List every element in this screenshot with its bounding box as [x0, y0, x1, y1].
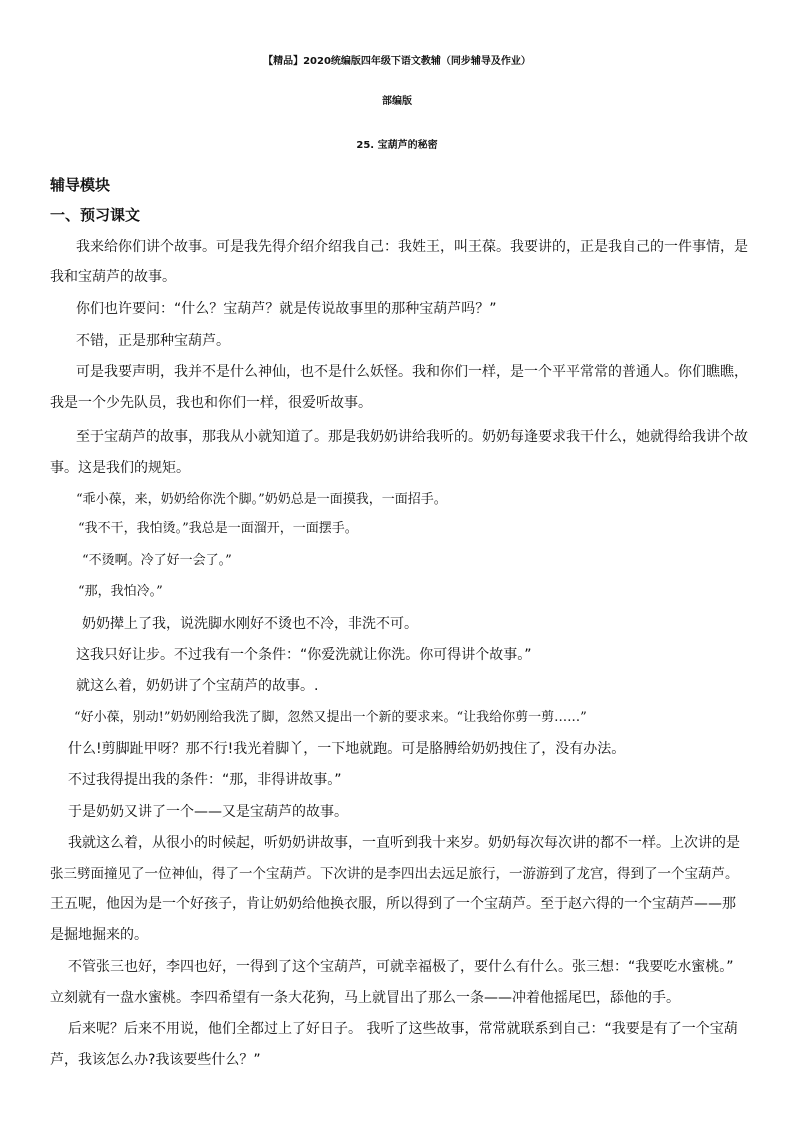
paragraph-line: “不烫啊。冷了好一会了。” [82, 553, 232, 568]
paragraph-line: “那，我怕冷。” [78, 584, 163, 599]
paragraph-line: 不错，正是那种宝葫芦。 [76, 333, 230, 349]
paragraph-line: 奶奶撵上了我，说洗脚水刚好不烫也不冷，非洗不可。 [82, 616, 418, 632]
paragraph-line: 事。这是我们的规矩。 [50, 460, 190, 476]
paragraph-line: 我就这么着，从很小的时候起，听奶奶讲故事，一直听到我十来岁。奶奶每次每次讲的都不一样。上次讲的是 [68, 835, 740, 851]
edition-label: 部编版 [382, 96, 412, 107]
paragraph-line: 芦，我该怎么办?我该要些什么？” [50, 1052, 261, 1068]
lesson-title: 25. 宝葫芦的秘密 [356, 140, 438, 151]
paragraph-line: 我来给你们讲个故事。可是我先得介绍介绍我自己：我姓王，叫王葆。我要讲的，正是我自己的一件事情，是 [76, 239, 748, 255]
paragraph-line: 我是一个少先队员，我也和你们一样，很爱听故事。 [50, 395, 372, 411]
section-heading: 辅导模块 [50, 176, 111, 194]
subsection-heading: 一、预习课文 [50, 206, 141, 224]
paragraph-line: 我和宝葫芦的故事。 [50, 269, 176, 285]
paragraph-line: 王五呢，他因为是一个好孩子，肯让奶奶给他换衣服，所以得到了一个宝葫芦。至于赵六得的一个宝葫芦——那 [50, 896, 736, 912]
paragraph-line: 立刻就有一盘水蜜桃。李四希望有一条大花狗，马上就冒出了那么一条——冲着他摇尾巴，舔他的手。 [50, 990, 680, 1006]
paragraph-line: 什么!剪脚趾甲呀？那不行!我光着脚丫，一下地就跑。可是胳膊给奶奶拽住了，没有办法。 [68, 741, 626, 757]
paragraph-line: 于是奶奶又讲了一个——又是宝葫芦的故事。 [68, 804, 348, 820]
paragraph-line: 不管张三也好，李四也好，一得到了这个宝葫芦，可就幸福极了，要什么有什么。张三想：“我要吃水蜜桃。” [68, 959, 734, 975]
paragraph-line: 你们也许要问：“什么？宝葫芦？就是传说故事里的那种宝葫芦吗？” [76, 301, 497, 317]
paragraph-line: 这我只好让步。不过我有一个条件：“你爱洗就让你洗。你可得讲个故事。” [76, 647, 532, 663]
paragraph-line: 是掘地掘来的。 [50, 927, 148, 943]
paragraph-line: “好小葆，别动!”奶奶刚给我洗了脚，忽然又提出一个新的要求来。“让我给你剪一剪……” [74, 710, 587, 725]
paragraph-line: 可是我要声明，我并不是什么神仙，也不是什么妖怪。我和你们一样，是一个平平常常的普通人。你们瞧瞧， [76, 364, 748, 380]
document-title: 【精品】2020统编版四年级下语文教辅（同步辅导及作业） [263, 56, 531, 67]
paragraph-line: 至于宝葫芦的故事，那我从小就知道了。那是我奶奶讲给我听的。奶奶每逢要求我干什么，她就得给我讲个故 [76, 429, 748, 445]
paragraph-line: “我不干，我怕烫。”我总是一面溜开，一面摆手。 [78, 521, 358, 536]
paragraph-line: 不过我得提出我的条件：“那，非得讲故事。” [68, 772, 342, 788]
paragraph-line: 就这么着，奶奶讲了个宝葫芦的故事。. [76, 678, 319, 694]
paragraph-line: 后来呢？后来不用说，他们全都过上了好日子。 我听了这些故事，常常就联系到自己：“我要是有了一个宝葫 [68, 1021, 738, 1037]
paragraph-line: 张三劈面撞见了一位神仙，得了一个宝葫芦。下次讲的是李四出去远足旅行，一游游到了龙宫，得到了一个宝葫芦。 [50, 866, 739, 882]
paragraph-line: “乖小葆，来，奶奶给你洗个脚。”奶奶总是一面摸我，一面招手。 [76, 492, 447, 507]
